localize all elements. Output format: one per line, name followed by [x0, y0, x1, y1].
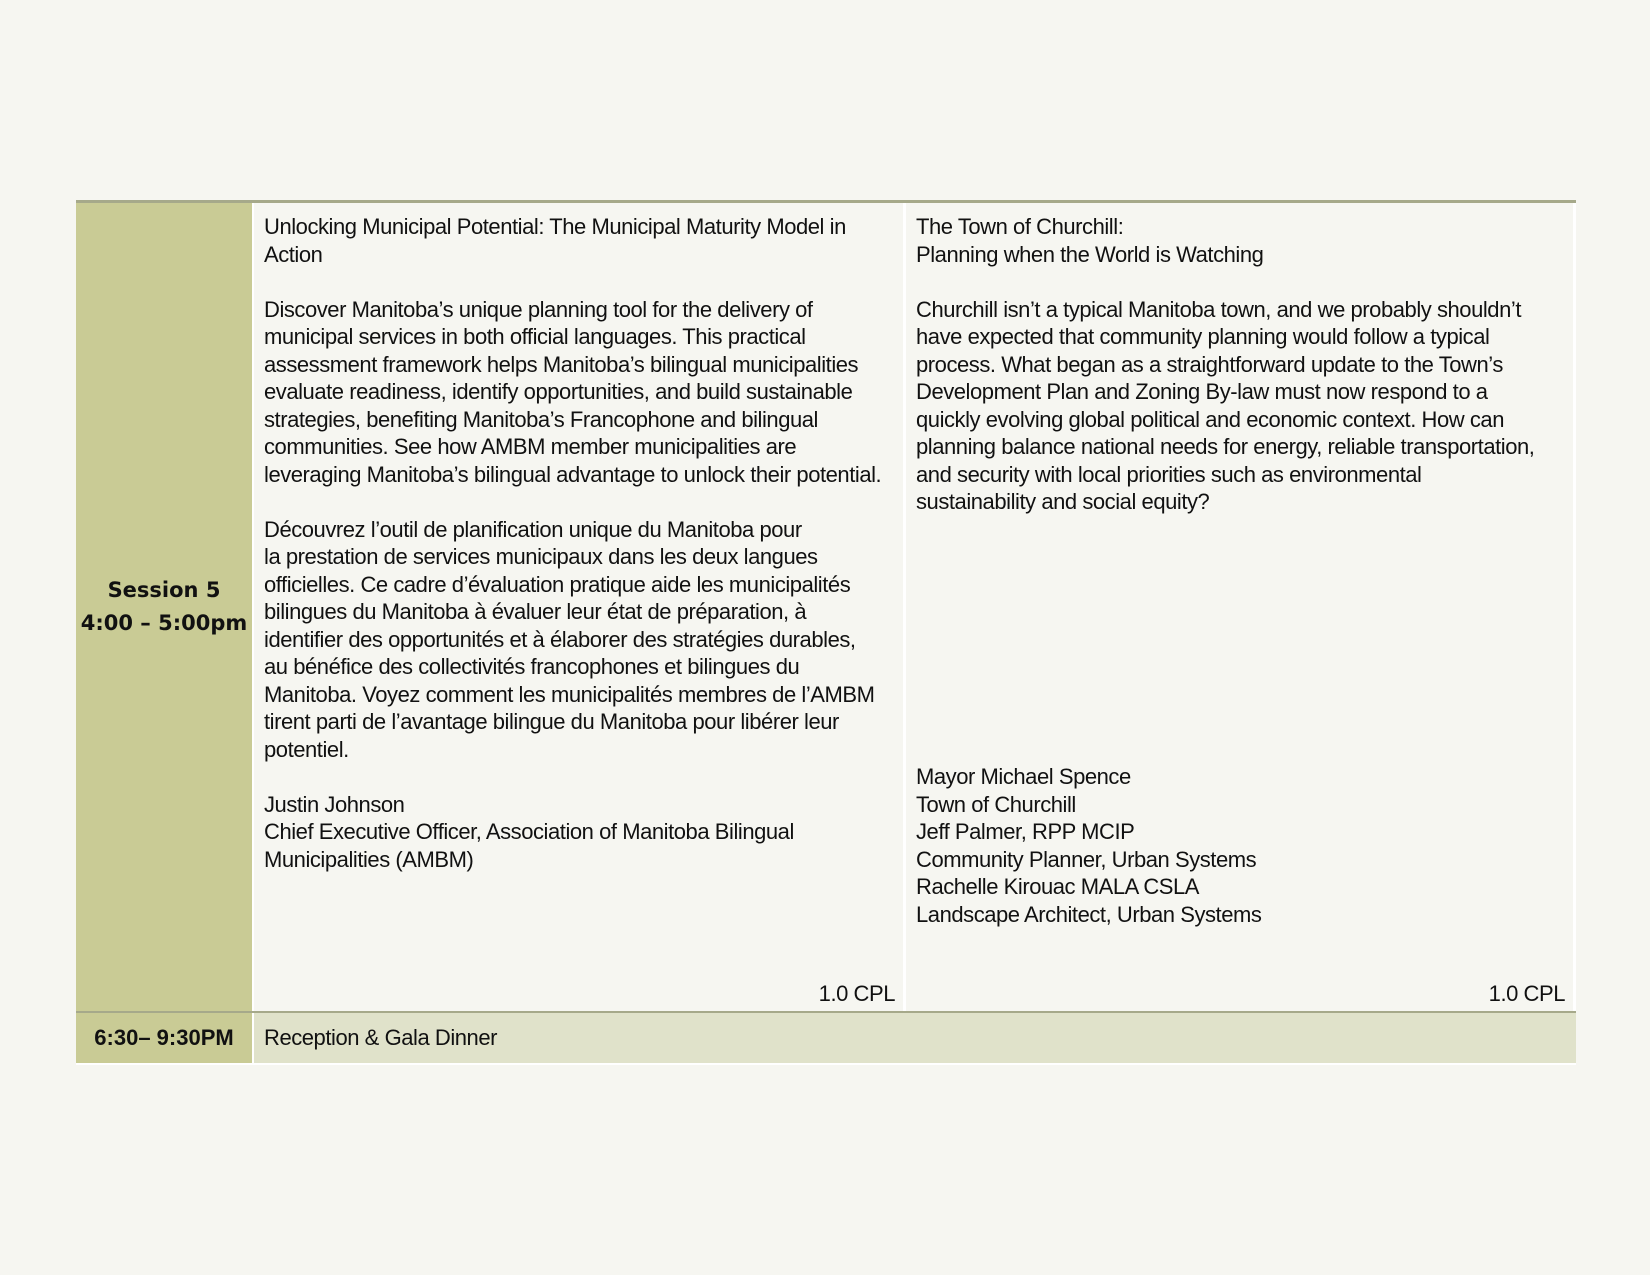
left-french-line: tirent parti de l’avantage bilingue du Manitoba pour libérer leur: [264, 709, 839, 734]
left-french-line: Manitoba. Voyez comment les municipalités membres de l’AMBM: [264, 681, 875, 707]
left-speaker-line: Chief Executive Officer, Association of Manitoba Bilingual: [264, 819, 794, 844]
right-speaker-line: Community Planner, Urban Systems: [916, 846, 1257, 872]
right-body-line: process. What began as a straightforward update to the Town’s: [916, 351, 1503, 377]
right-speaker-line: Landscape Architect, Urban Systems: [916, 901, 1262, 927]
left-title: [264, 213, 893, 268]
left-english-description: [264, 296, 893, 489]
session-label: Session 5: [107, 578, 221, 602]
left-french-line: identifier des opportunités et à élaborer des stratégies durables,: [264, 626, 856, 652]
evening-row: [76, 1011, 1576, 1065]
evening-event: Reception & Gala Dinner: [254, 1013, 1576, 1063]
right-speaker-line: Jeff Palmer, RPP MCIP: [916, 819, 1135, 844]
right-speakers: [916, 763, 1563, 928]
session-right-column: [906, 203, 1576, 1011]
right-title-line: Planning when the World is Watching: [916, 241, 1264, 267]
right-speaker-line: Town of Churchill: [916, 791, 1076, 817]
right-body-line: sustainability and social equity?: [916, 489, 1210, 514]
session-left-column: [254, 203, 906, 1011]
right-speaker-line: Rachelle Kirouac MALA CSLA: [916, 874, 1200, 899]
left-french-line: bilingues du Manitoba à évaluer leur état de préparation, à: [264, 599, 807, 624]
left-english-line: communities. See how AMBM member municipalities are: [264, 434, 797, 459]
right-cpl-credit: 1.0 CPL: [1488, 980, 1565, 1006]
left-speaker-line: Municipalities (AMBM): [264, 846, 474, 872]
left-speaker: [264, 791, 893, 874]
left-title-line: Unlocking Municipal Potential: The Municipal Maturity Model in: [264, 214, 846, 239]
schedule-table: [76, 200, 1576, 1065]
session-time: 4:00 – 5:00pm: [80, 611, 248, 635]
right-description: [916, 296, 1563, 516]
right-speaker-line: Mayor Michael Spence: [916, 764, 1131, 789]
session-time-cell: [76, 203, 254, 1011]
session-5-row: [76, 203, 1576, 1011]
left-french-line: la prestation de services municipaux dans les deux langues: [264, 544, 818, 569]
left-english-line: municipal services in both official languages. This practical: [264, 324, 806, 349]
right-body-line: Development Plan and Zoning By-law must now respond to a: [916, 379, 1488, 404]
left-french-line: potentiel.: [264, 736, 349, 762]
right-body-line: quickly evolving global political and economic context. How can: [916, 406, 1504, 432]
left-french-line: officielles. Ce cadre d’évaluation pratique aide les municipalités: [264, 571, 851, 597]
right-title: [916, 213, 1563, 268]
left-french-description: [264, 516, 893, 764]
left-english-line: Discover Manitoba’s unique planning tool for the delivery of: [264, 296, 813, 322]
right-body-line: planning balance national needs for energy, reliable transportation,: [916, 434, 1535, 459]
left-cpl-credit: 1.0 CPL: [818, 980, 895, 1006]
right-title-line: The Town of Churchill:: [916, 214, 1124, 239]
evening-time: 6:30– 9:30PM: [76, 1013, 254, 1063]
left-english-line: evaluate readiness, identify opportunities, and build sustainable: [264, 379, 853, 404]
left-french-line: Découvrez l’outil de planification unique du Manitoba pour: [264, 516, 802, 542]
left-speaker-line: Justin Johnson: [264, 791, 405, 817]
left-title-line: Action: [264, 241, 323, 267]
left-french-line: au bénéfice des collectivités francophones et bilingues du: [264, 654, 800, 679]
right-body-line: have expected that community planning would follow a typical: [916, 324, 1490, 349]
left-english-line: assessment framework helps Manitoba’s bilingual municipalities: [264, 351, 859, 377]
left-english-line: strategies, benefiting Manitoba’s Francophone and bilingual: [264, 406, 818, 432]
right-body-line: and security with local priorities such as environmental: [916, 461, 1422, 487]
right-body-line: Churchill isn’t a typical Manitoba town, and we probably shouldn’t: [916, 296, 1521, 322]
left-english-line: leveraging Manitoba’s bilingual advantage to unlock their potential.: [264, 461, 882, 487]
